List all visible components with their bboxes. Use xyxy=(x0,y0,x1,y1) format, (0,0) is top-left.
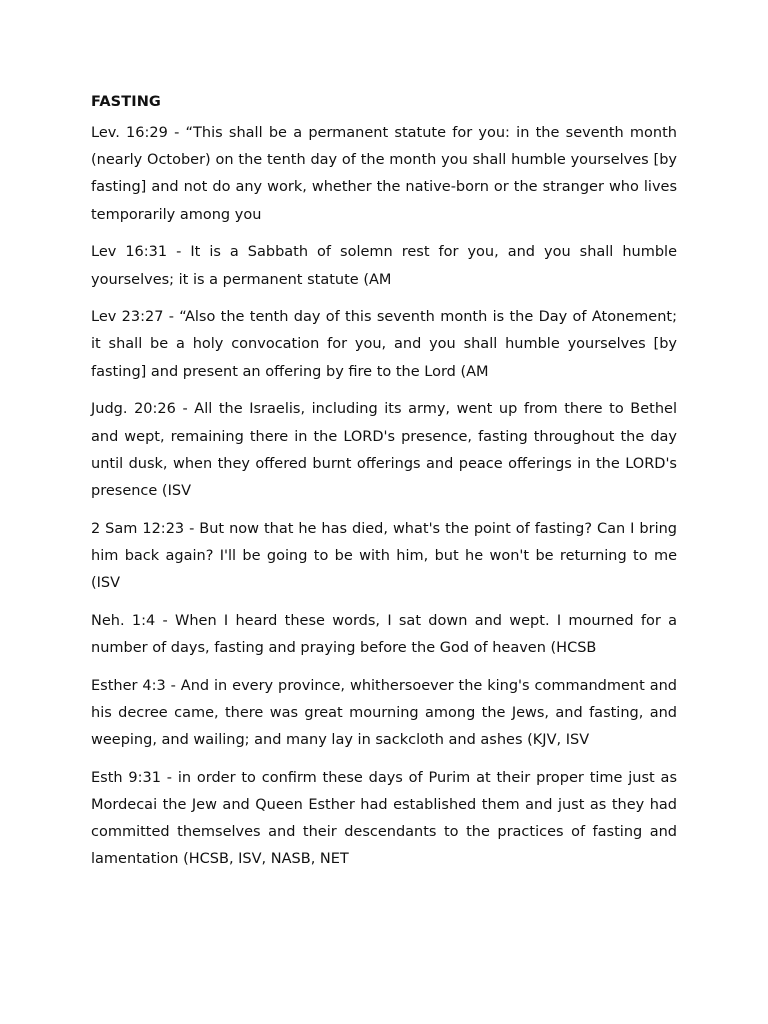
verse-esth-9-31: Esth 9:31 - in order to confirm these days of Purim at their proper time just as Mordecai the Jew and Queen Esther had established them and just as they had committed themselves and their descendants to the practices of fasting and lamentation (HCSB, ISV, NASB, NET xyxy=(91,769,677,868)
verse-lev-23-27: Lev 23:27 - “Also the tenth day of this seventh month is the Day of Atonement; it shall be a holy convocation for you, and you shall humble yourselves [by fasting] and present an offering by fire to the Lord (AM xyxy=(91,309,677,380)
verse-esther-4-3: Esther 4:3 - And in every province, whithersoever the king's commandment and his decree came, there was great mourning among the Jews, and fasting, and weeping, and wailing; and many lay in sackcloth and ashes (KJV, ISV xyxy=(91,677,677,749)
verse-2-sam-12-23: 2 Sam 12:23 - But now that he has died, what's the point of fasting? Can I bring him back again? I'll be going to be with him, but he won't be returning to me (ISV xyxy=(91,520,677,592)
verse-judg-20-26: Judg. 20:26 - All the Israelis, including its army, went up from there to Bethel and wept, remaining there in the LORD's presence, fasting throughout the day until dusk, when they offered burnt offerings and peace offerings in the LORD's presence (ISV xyxy=(91,401,677,499)
verse-neh-1-4: Neh. 1:4 - When I heard these words, I sat down and wept. I mourned for a number of days, fasting and praying before the God of heaven (HCSB xyxy=(91,612,677,656)
document-title: FASTING xyxy=(91,94,161,110)
verse-lev-16-31: Lev 16:31 - It is a Sabbath of solemn rest for you, and you shall humble yourselves; it is a permanent statute (AM xyxy=(91,244,677,288)
verse-lev-16-29: Lev. 16:29 - “This shall be a permanent statute for you: in the seventh month (nearly October) on the tenth day of the month you shall humble yourselves [by fasting] and not do any work, whether the native-born or the stranger who lives temporarily among you xyxy=(91,125,677,223)
